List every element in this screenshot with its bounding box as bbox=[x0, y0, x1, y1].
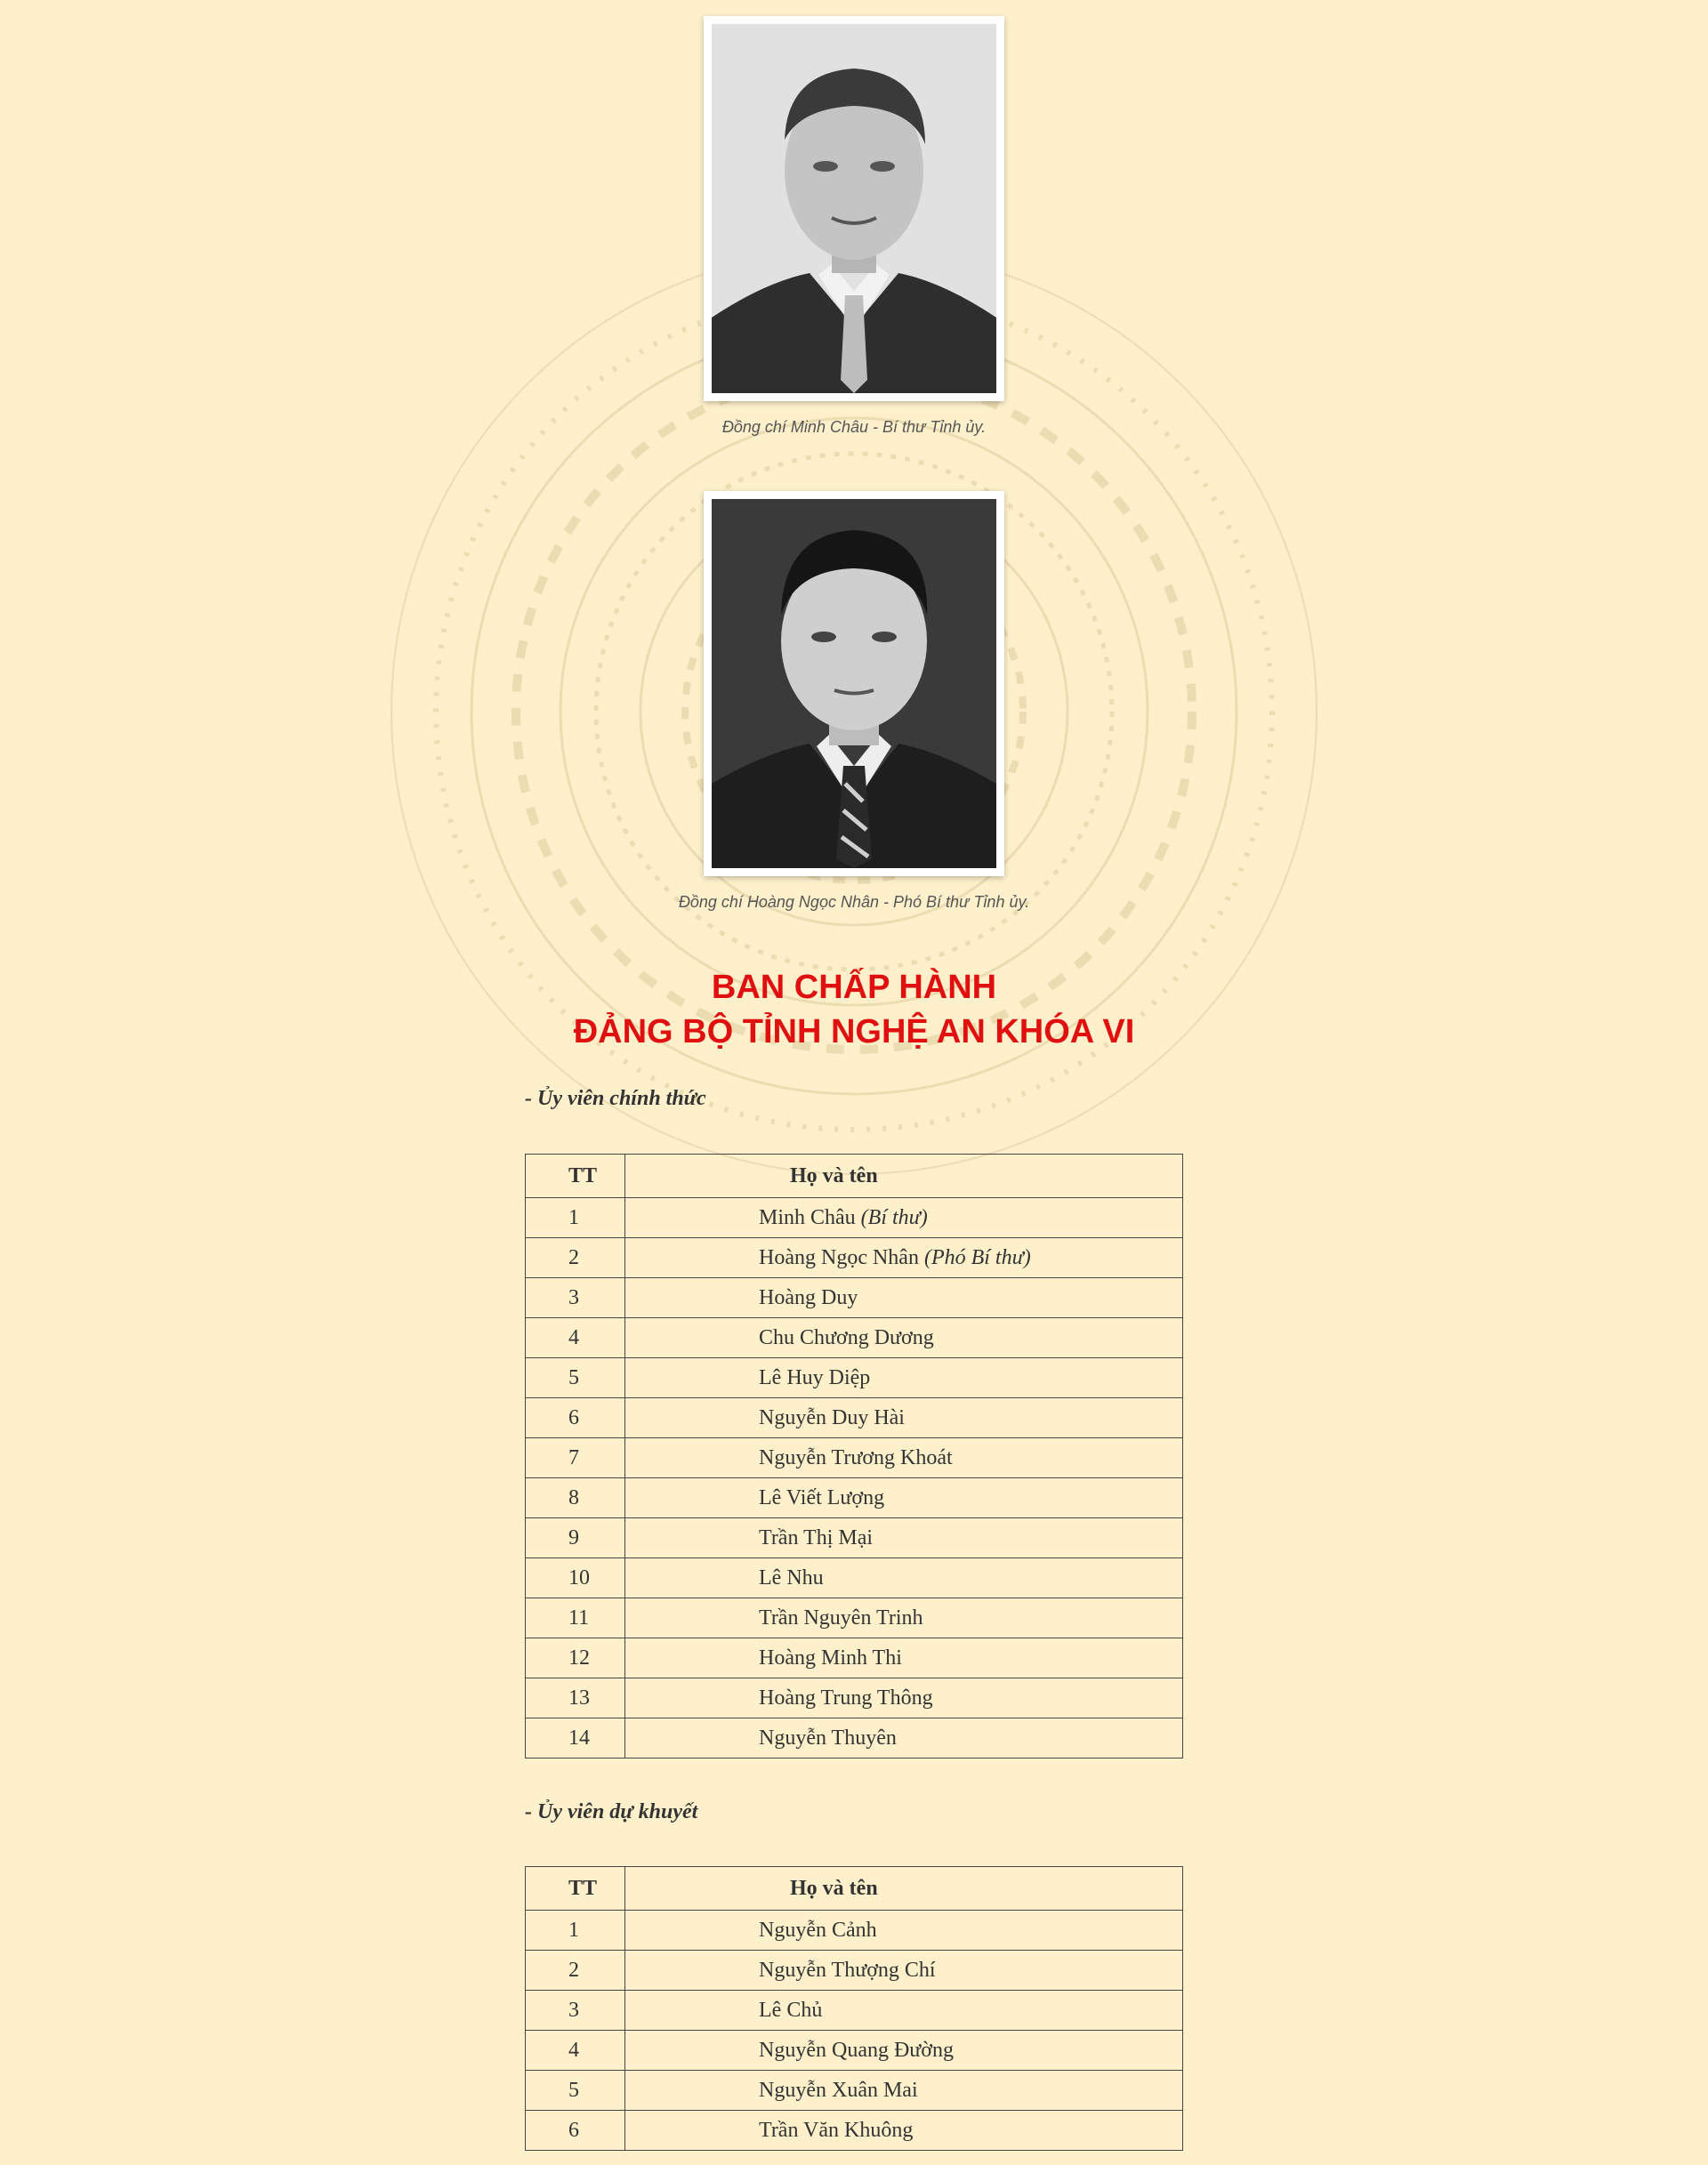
member-name: Nguyễn Xuân Mai bbox=[625, 2071, 1183, 2111]
portrait-photo bbox=[704, 491, 1004, 876]
member-name: Hoàng Trung Thông bbox=[625, 1678, 1183, 1718]
member-role: (Phó Bí thư) bbox=[923, 1245, 1031, 1269]
column-header-name: Họ và tên bbox=[625, 1155, 1183, 1198]
row-number: 4 bbox=[526, 1318, 625, 1358]
column-header-name: Họ và tên bbox=[625, 1867, 1183, 1911]
row-number: 9 bbox=[526, 1518, 625, 1558]
heading-line-2: ĐẢNG BỘ TỈNH NGHỆ AN KHÓA VI bbox=[573, 1013, 1135, 1050]
member-name-cell bbox=[625, 1238, 1183, 1278]
row-number: 1 bbox=[526, 1911, 625, 1951]
member-name: Trần Văn Khuông bbox=[625, 2111, 1183, 2151]
member-name: Nguyễn Quang Đường bbox=[625, 2031, 1183, 2071]
row-number: 13 bbox=[526, 1678, 625, 1718]
column-header-tt: TT bbox=[526, 1867, 625, 1911]
portrait-image-2 bbox=[712, 499, 996, 868]
table-row bbox=[526, 1278, 1183, 1318]
row-number: 6 bbox=[526, 1398, 625, 1438]
row-number: 2 bbox=[526, 1951, 625, 1991]
table-row bbox=[526, 1358, 1183, 1398]
member-name: Nguyễn Cảnh bbox=[625, 1911, 1183, 1951]
row-number: 8 bbox=[526, 1478, 625, 1518]
column-header-tt: TT bbox=[526, 1155, 625, 1198]
table-row bbox=[526, 1198, 1183, 1238]
member-name: Lê Huy Diệp bbox=[625, 1358, 1183, 1398]
portrait-figure-1 bbox=[0, 16, 1708, 437]
row-number: 1 bbox=[526, 1198, 625, 1238]
portrait-photo bbox=[704, 16, 1004, 401]
table-row bbox=[526, 2111, 1183, 2151]
row-number: 11 bbox=[526, 1598, 625, 1638]
official-members-table bbox=[525, 1154, 1183, 1759]
official-members-label: - Ủy viên chính thức bbox=[525, 1087, 706, 1110]
alternate-members-label: - Ủy viên dự khuyết bbox=[525, 1800, 698, 1823]
member-name: Trần Thị Mại bbox=[625, 1518, 1183, 1558]
member-name: Nguyễn Trương Khoát bbox=[625, 1438, 1183, 1478]
row-number: 6 bbox=[526, 2111, 625, 2151]
member-name: Nguyễn Thượng Chí bbox=[625, 1951, 1183, 1991]
heading-line-1: BAN CHẤP HÀNH bbox=[711, 969, 997, 1006]
table-row bbox=[526, 1238, 1183, 1278]
member-name: Chu Chương Dương bbox=[625, 1318, 1183, 1358]
member-name: Trần Nguyên Trinh bbox=[625, 1598, 1183, 1638]
member-name: Lê Viết Lượng bbox=[625, 1478, 1183, 1518]
member-name: Hoàng Minh Thi bbox=[625, 1638, 1183, 1678]
row-number: 10 bbox=[526, 1558, 625, 1598]
table-row bbox=[526, 1951, 1183, 1991]
table-row bbox=[526, 1478, 1183, 1518]
row-number: 14 bbox=[526, 1718, 625, 1759]
row-number: 4 bbox=[526, 2031, 625, 2071]
member-name: Nguyễn Thuyên bbox=[625, 1718, 1183, 1759]
table-row bbox=[526, 1598, 1183, 1638]
portrait-caption: Đồng chí Minh Châu - Bí thư Tỉnh ủy. bbox=[721, 418, 987, 436]
table-row bbox=[526, 1991, 1183, 2031]
row-number: 5 bbox=[526, 1358, 625, 1398]
member-name: Minh Châu bbox=[759, 1205, 856, 1229]
member-name: Hoàng Duy bbox=[625, 1278, 1183, 1318]
row-number: 2 bbox=[526, 1238, 625, 1278]
member-name: Nguyễn Duy Hài bbox=[625, 1398, 1183, 1438]
table-row bbox=[526, 1438, 1183, 1478]
row-number: 12 bbox=[526, 1638, 625, 1678]
row-number: 3 bbox=[526, 1278, 625, 1318]
portrait-image-1 bbox=[712, 24, 996, 393]
table-row bbox=[526, 1638, 1183, 1678]
member-name: Lê Chủ bbox=[625, 1991, 1183, 2031]
table-header-row bbox=[526, 1155, 1183, 1198]
table-row bbox=[526, 1718, 1183, 1759]
portrait-figure-2 bbox=[0, 491, 1708, 912]
row-number: 5 bbox=[526, 2071, 625, 2111]
table-row bbox=[526, 1558, 1183, 1598]
table-row bbox=[526, 1678, 1183, 1718]
table-row bbox=[526, 2071, 1183, 2111]
table-row bbox=[526, 1318, 1183, 1358]
table-header-row bbox=[526, 1867, 1183, 1911]
table-row bbox=[526, 2031, 1183, 2071]
member-name-cell bbox=[625, 1198, 1183, 1238]
table-row bbox=[526, 1518, 1183, 1558]
table-row bbox=[526, 1398, 1183, 1438]
section-heading bbox=[0, 965, 1708, 1054]
member-role: (Bí thư) bbox=[860, 1205, 928, 1229]
member-name: Hoàng Ngọc Nhân bbox=[759, 1245, 919, 1269]
portrait-caption: Đồng chí Hoàng Ngọc Nhân - Phó Bí thư Tỉnh ủy. bbox=[678, 893, 1030, 911]
alternate-members-table bbox=[525, 1866, 1183, 2151]
row-number: 3 bbox=[526, 1991, 625, 2031]
member-name: Lê Nhu bbox=[625, 1558, 1183, 1598]
row-number: 7 bbox=[526, 1438, 625, 1478]
table-row bbox=[526, 1911, 1183, 1951]
